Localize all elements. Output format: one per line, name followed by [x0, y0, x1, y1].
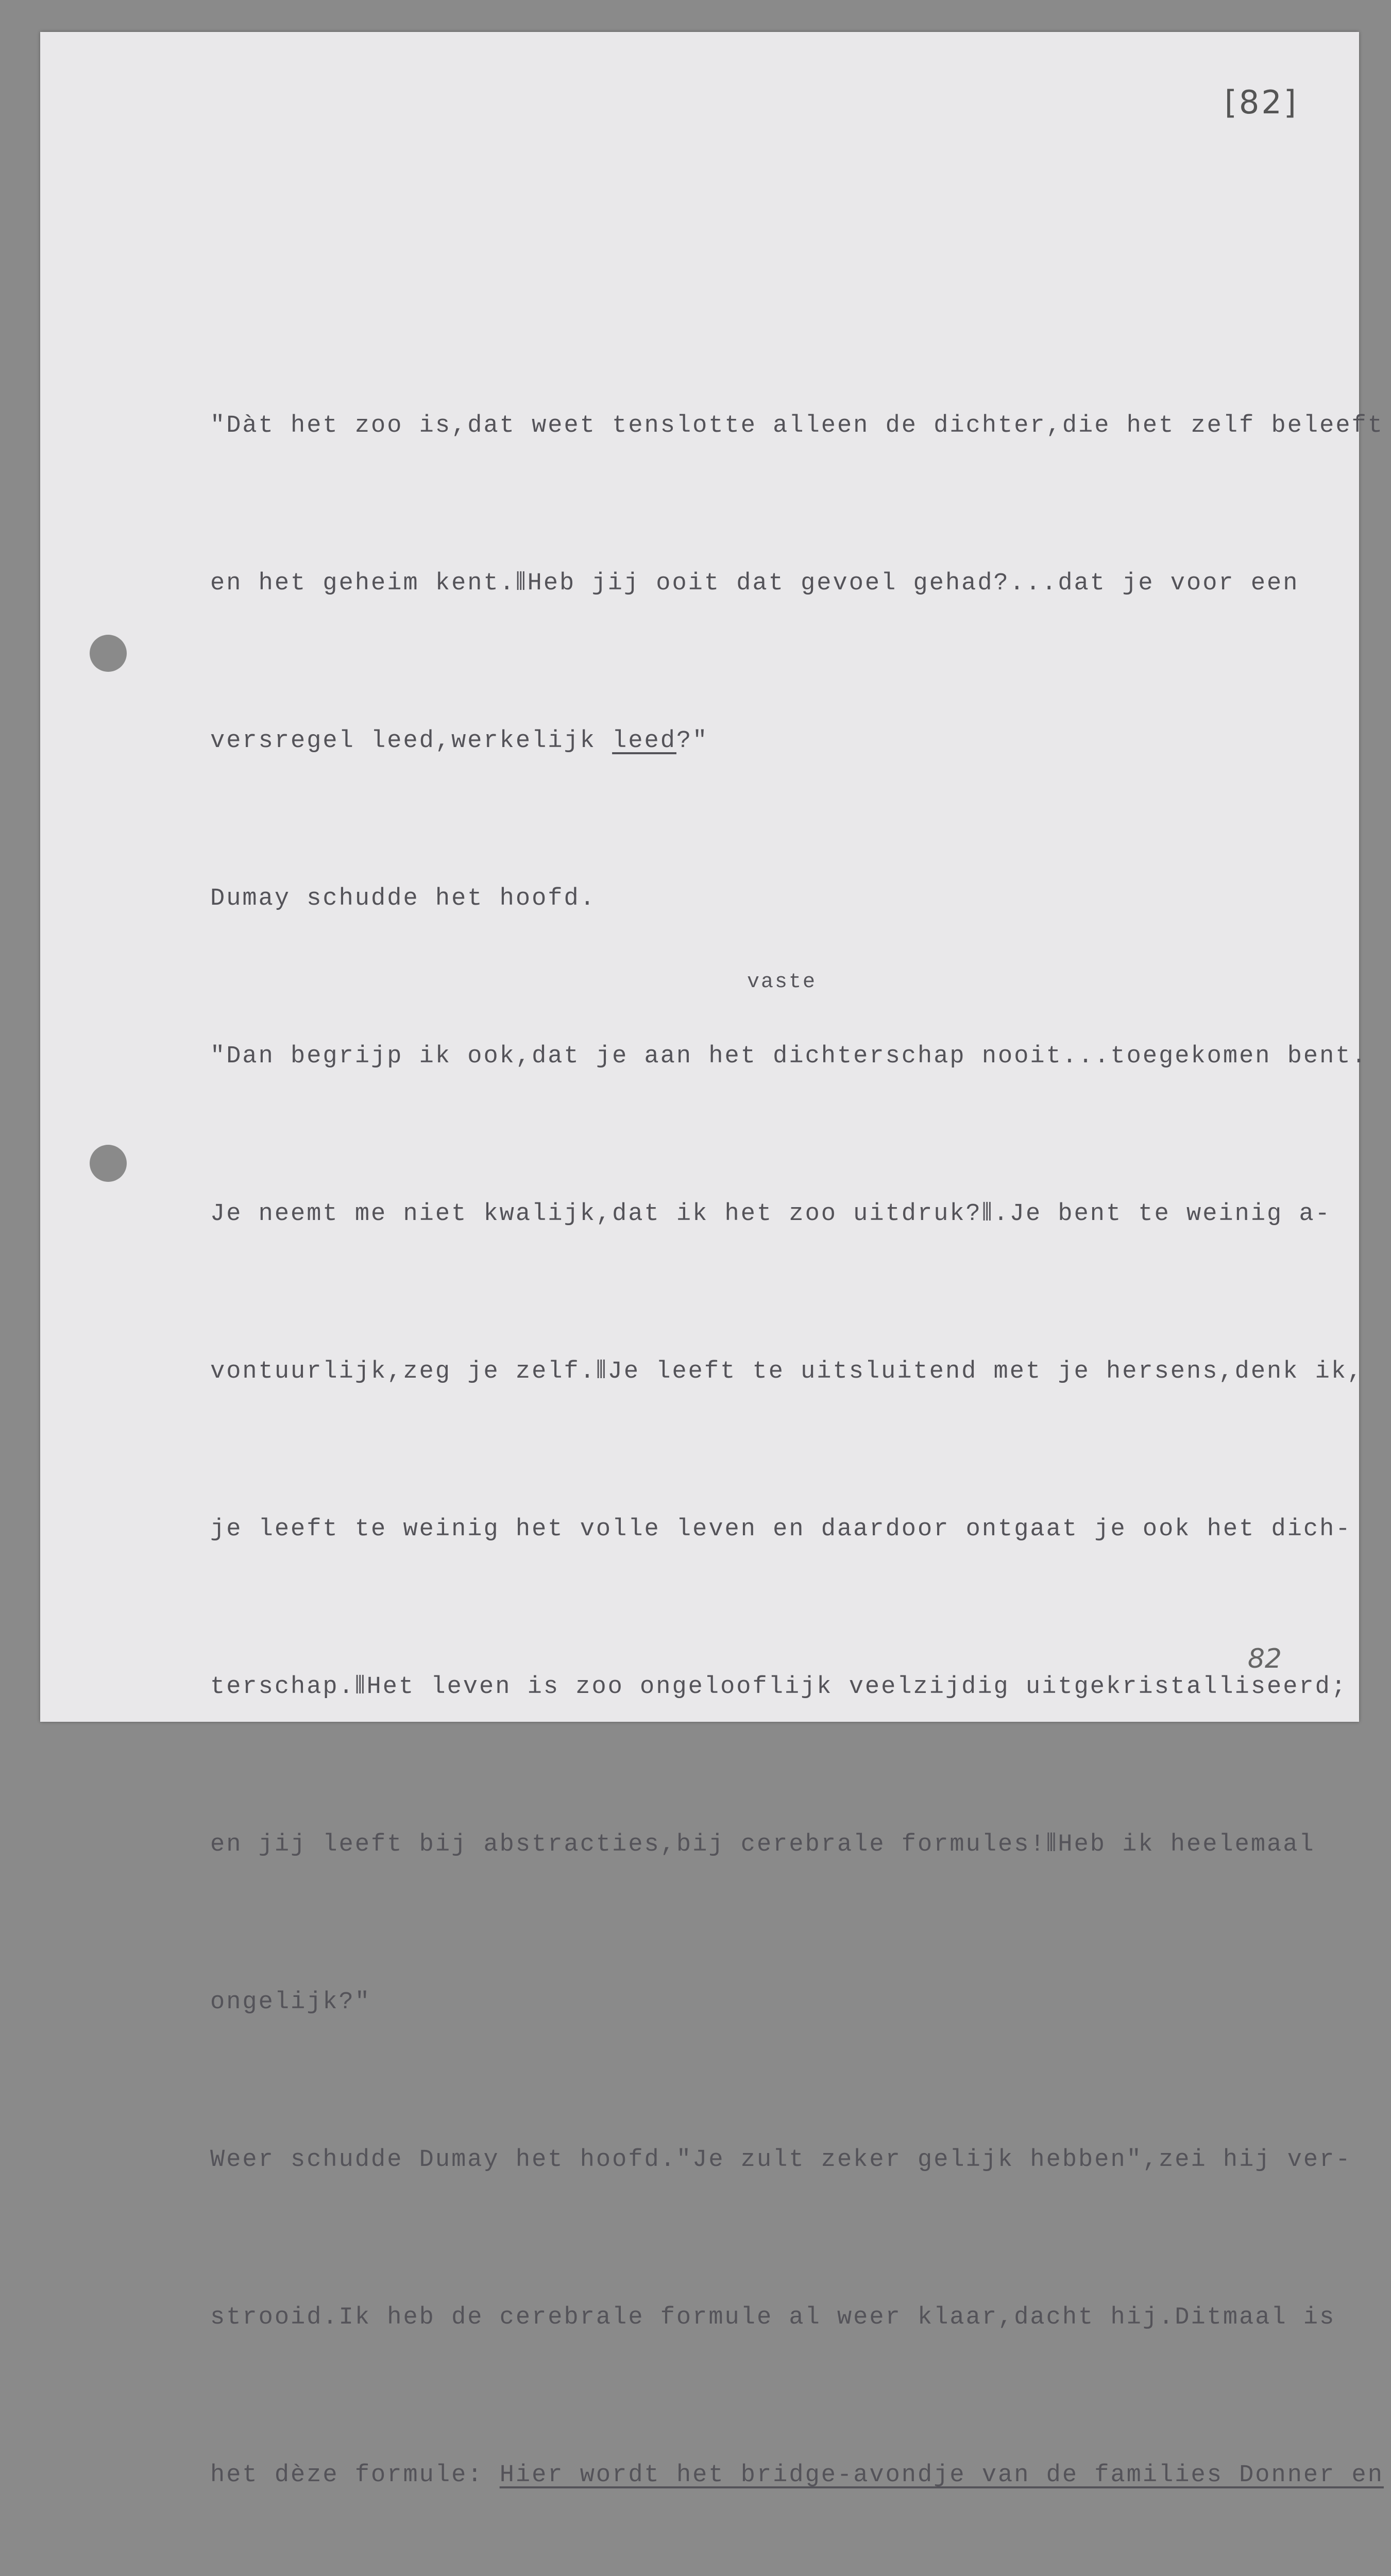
- text-line: je leeft te weinig het volle leven en daardoor ontgaat je ook het dich-: [210, 1516, 1352, 1543]
- text-line: "Dan begrijp ik ook,dat je aan het dichterschap nooit...toegekomen bent.: [210, 1043, 1368, 1070]
- text-line: strooid.Ik heb de cerebrale formule al weer klaar,dacht hij.Ditmaal is: [210, 2304, 1336, 2331]
- text-line: Je neemt me niet kwalijk,dat ik het zoo uitdruk?⫴.Je bent te weinig a-: [210, 1200, 1331, 1228]
- text-segment: het dèze formule:: [210, 2462, 500, 2489]
- punch-hole-bottom: [90, 1145, 127, 1182]
- text-line: [210, 2449, 1384, 2502]
- text-line: "Dàt het zoo is,dat weet tenslotte alleen de dichter,die het zelf beleeft: [210, 412, 1384, 439]
- text-segment: versregel leed,werkelijk: [210, 727, 613, 755]
- typescript-page: [40, 32, 1384, 2489]
- text-line: vontuurlijk,zeg je zelf.⫴Je leeft te uitsluitend met je hersens,denk ik,: [210, 1358, 1364, 1385]
- text-segment: ?": [676, 727, 709, 755]
- handwritten-insert: vaste: [747, 971, 817, 994]
- archive-page-number: [82]: [1224, 83, 1298, 121]
- underlined-word: leed: [612, 727, 676, 755]
- text-line: en jij leeft bij abstracties,bij cerebrale formules!⫴Heb ik heelemaal: [210, 1831, 1315, 1858]
- typed-text-block: [210, 295, 1384, 2576]
- text-line: Weer schudde Dumay het hoofd."Je zult zeker gelijk hebben",zei hij ver-: [210, 2146, 1352, 2174]
- text-line: en het geheim kent.⫴Heb jij ooit dat gevoel gehad?...dat je voor een: [210, 570, 1299, 597]
- text-line: Dumay schudde het hoofd.: [210, 885, 596, 912]
- text-line: ongelijk?": [210, 1989, 371, 2016]
- footer-page-mark: 82: [1247, 1643, 1282, 1674]
- punch-hole-top: [90, 635, 127, 672]
- text-line: [210, 715, 1359, 768]
- underlined-passage: Hier wordt het bridge-avondje van de families Donner en: [499, 2462, 1384, 2489]
- text-line: terschap.⫴Het leven is zoo ongelooflijk veelzijdig uitgekristalliseerd;: [210, 1673, 1348, 1701]
